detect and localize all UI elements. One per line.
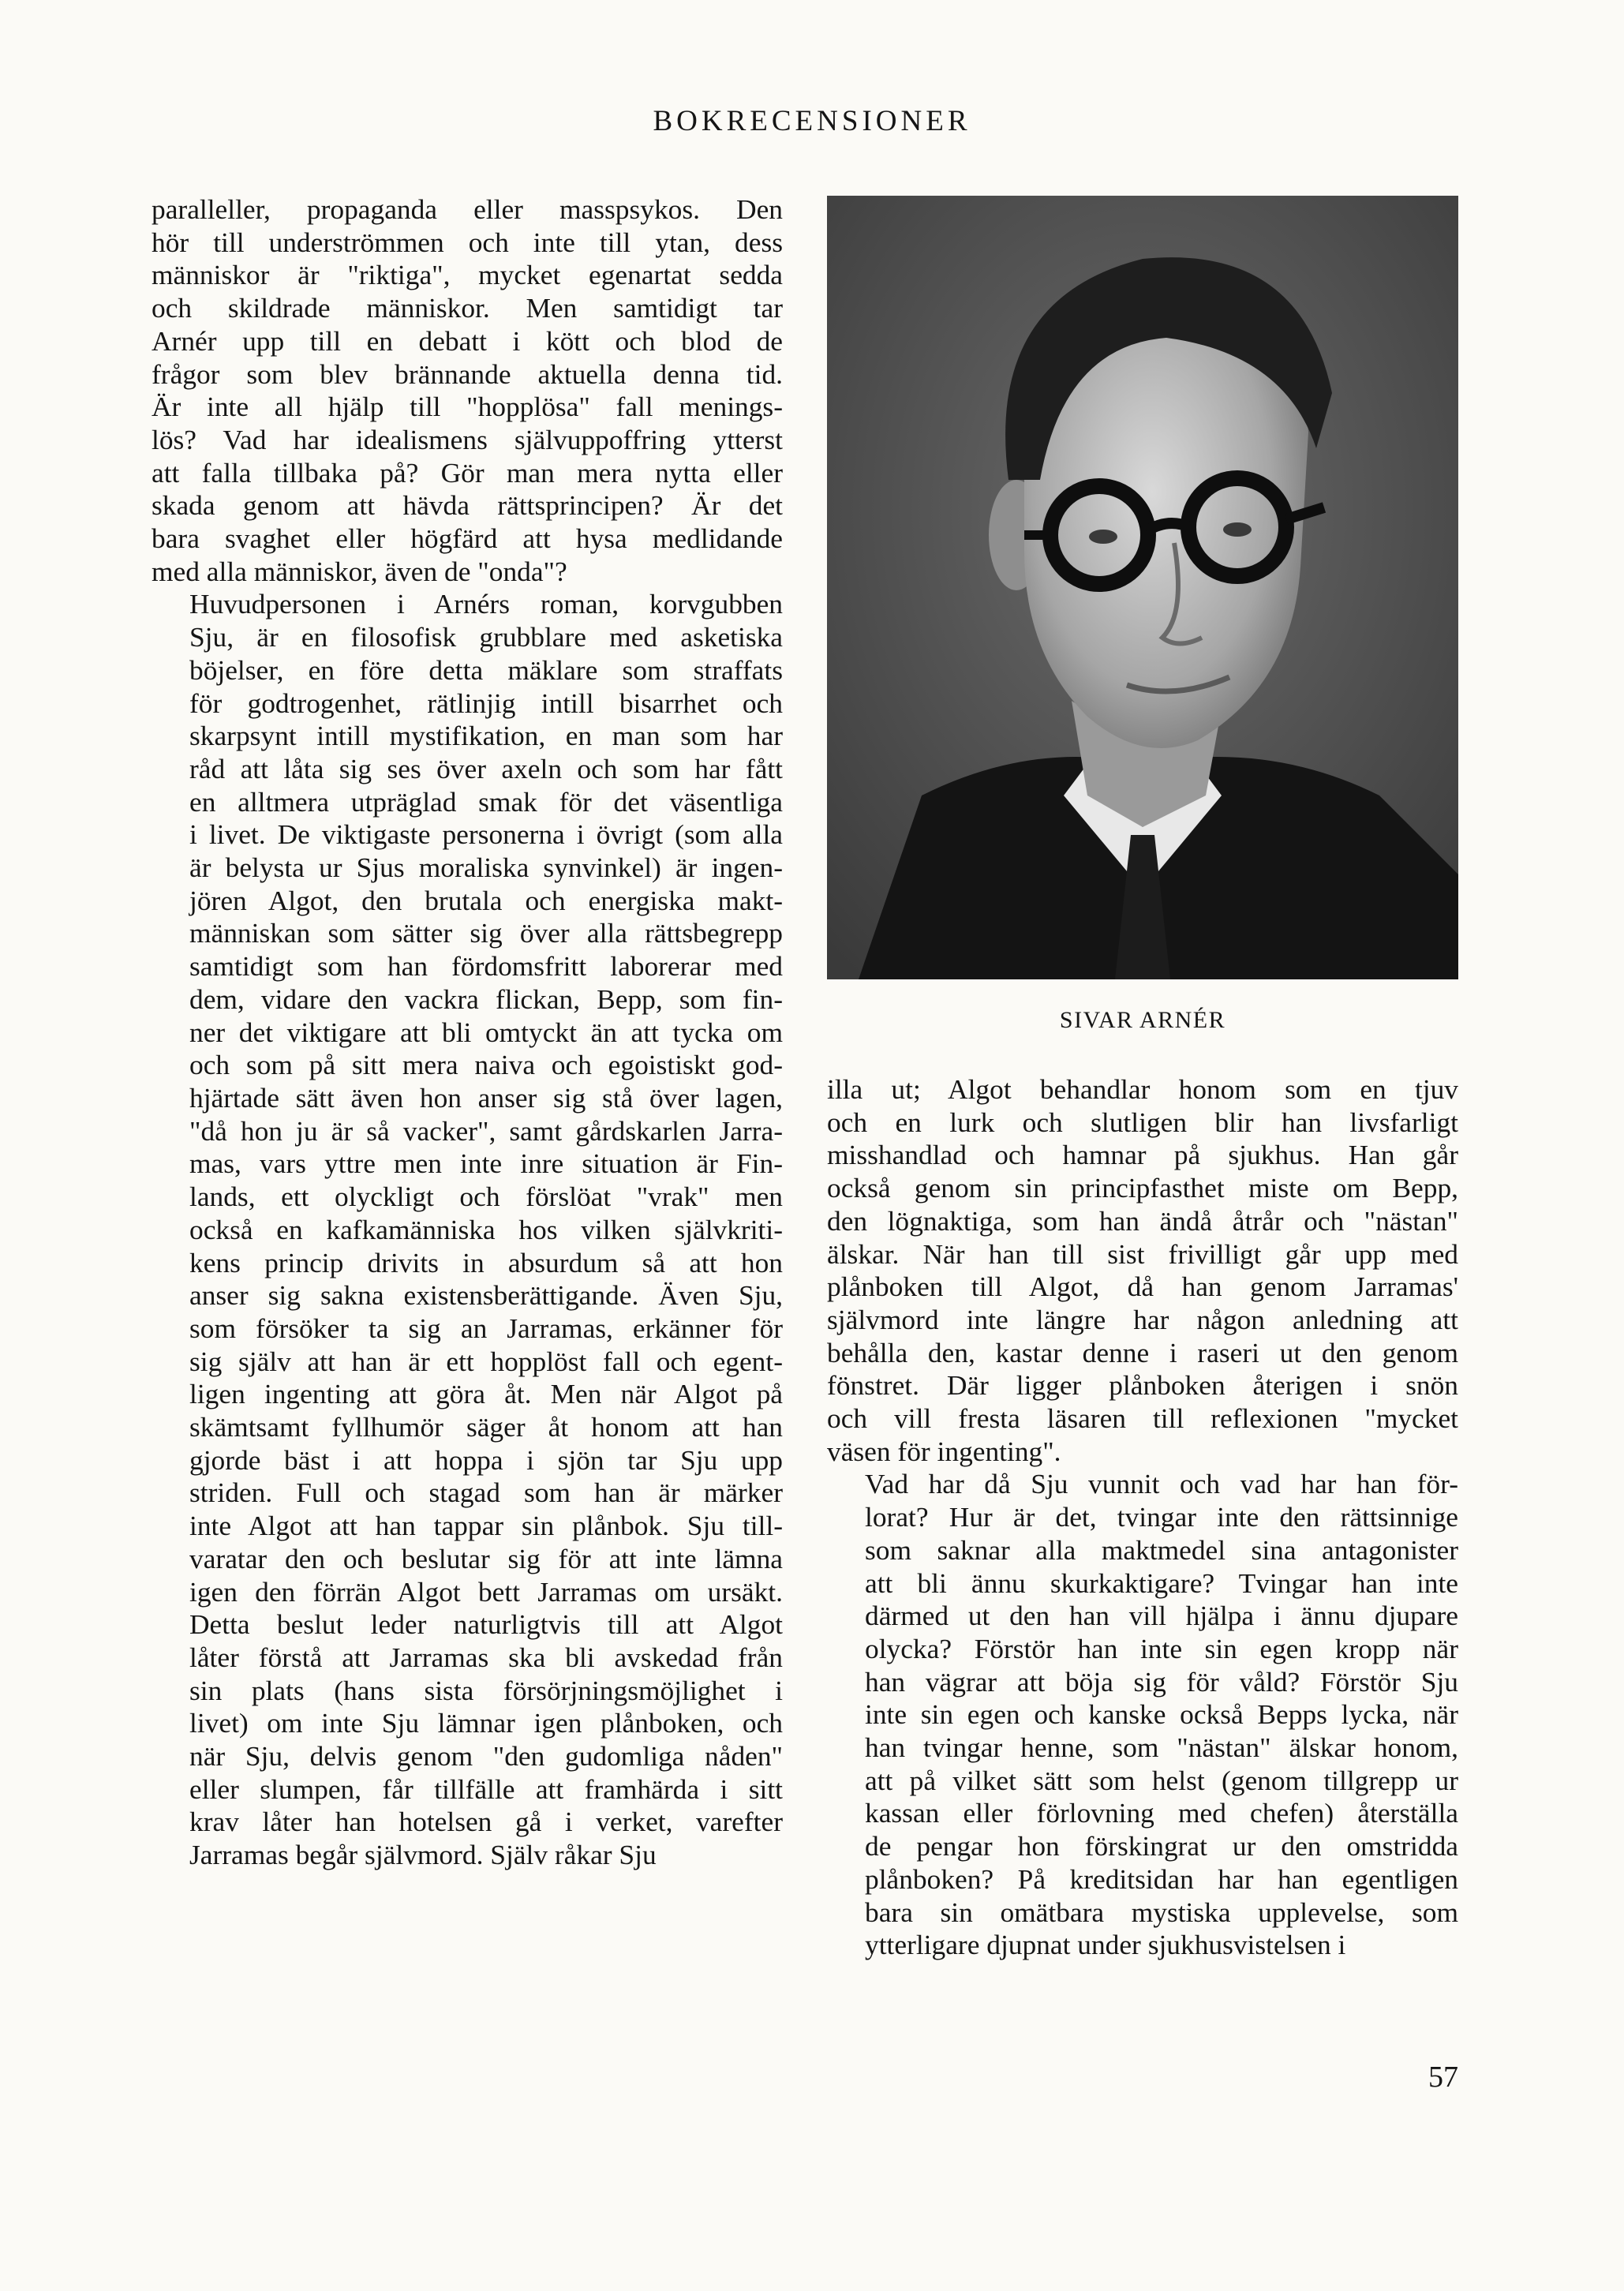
text-line: plånboken till Algot, då han genom Jarramas' [827, 1271, 1458, 1303]
paragraph-4 [827, 1468, 1458, 1962]
text-line: att bli ännu skurkaktigare? Tvingar han inte [865, 1567, 1458, 1599]
text-line: sin plats (hans sista försörjningsmöjlighet i [189, 1674, 783, 1706]
text-line: skada genom att hävda rättsprincipen? Är det [152, 489, 783, 522]
text-line: människor är "riktiga", mycket egenartat sedda [152, 259, 783, 291]
text-line: paralleller, propaganda eller masspsykos. Den [152, 193, 783, 225]
author-portrait [827, 196, 1458, 979]
text-line: jören Algot, den brutala och energiska makt- [189, 884, 783, 916]
text-line: också en kafkamänniska hos vilken självkriti- [189, 1213, 783, 1245]
text-line: lands, ett olyckligt och förslöat "vrak" men [189, 1181, 783, 1213]
text-line: frågor som blev brännande aktuella denna tid. [152, 358, 783, 390]
text-line: därmed ut den han vill hjälpa i ännu djupare [865, 1600, 1458, 1632]
text-line: bara svaghet eller högfärd att hysa medlidande [152, 522, 783, 555]
text-line: dem, vidare den vackra flickan, Bepp, som fin- [189, 983, 783, 1015]
text-line: för godtrogenhet, rätlinjig intill bisarrhet och [189, 687, 783, 719]
text-line: älskar. När han till sist frivilligt går upp med [827, 1237, 1458, 1270]
text-line: skarpsynt intill mystifikation, en man som har [189, 720, 783, 752]
text-line: låter förstå att Jarramas ska bli avskedad från [189, 1641, 783, 1673]
text-line: igen den förrän Algot bett Jarramas om ursäkt. [189, 1575, 783, 1608]
text-line: att på vilket sätt som helst (genom tillgrepp ur [865, 1764, 1458, 1796]
running-header: BOKRECENSIONER [653, 105, 971, 137]
text-line: och vill fresta läsaren till reflexionen "mycket [827, 1402, 1458, 1435]
text-line: människan som sätter sig över alla rättsbegrepp [189, 917, 783, 949]
paragraph-1 [152, 193, 783, 588]
text-line: att falla tillbaka på? Gör man mera nytta eller [152, 456, 783, 489]
right-column [827, 1073, 1458, 1962]
photo-caption: SIVAR ARNÉR [1059, 1007, 1226, 1033]
text-line: och en lurk och slutligen blir han livsfarligt [827, 1106, 1458, 1138]
text-line: inte Algot att han tappar sin plånbok. Sju till- [189, 1510, 783, 1542]
portrait-image [827, 196, 1458, 979]
left-column [152, 193, 783, 1872]
text-line: ytterligare djupnat under sjukhusvistelsen i [865, 1929, 1346, 1961]
text-line: Detta beslut leder naturligtvis till att Algot [189, 1608, 783, 1641]
page-number: 57 [1428, 2061, 1458, 2094]
text-line: krav låter han hotelsen gå i verket, varefter [189, 1806, 783, 1838]
text-line: varatar den och beslutar sig för att inte lämna [189, 1542, 783, 1574]
text-line: inte sin egen och kanske också Bepps lycka, när [865, 1698, 1458, 1731]
text-line: en alltmera utpräglad smak för det väsentliga [189, 785, 783, 818]
text-line: när Sju, delvis genom "den gudomliga nåden" [189, 1740, 783, 1773]
text-line: självmord inte längre har någon anledning att [827, 1303, 1458, 1335]
text-line: livet) om inte Sju lämnar igen plånboken, och [189, 1707, 783, 1739]
text-line: i livet. De viktigaste personerna i övrigt (som alla [189, 818, 783, 851]
text-line: Jarramas begår självmord. Själv råkar Sju [189, 1839, 657, 1871]
text-line: lorat? Hur är det, tvingar inte den rättsinnige [865, 1501, 1458, 1533]
text-line: striden. Full och stagad som han är märker [189, 1477, 783, 1509]
text-line: anser sig sakna existensberättigande. Även Sju, [189, 1279, 783, 1312]
text-line: Vad har då Sju vunnit och vad har han för- [865, 1468, 1458, 1500]
paragraph-3 [827, 1073, 1458, 1468]
text-line: Sju, är en filosofisk grubblare med asketiska [189, 621, 783, 653]
text-line: bara sin omätbara mystiska upplevelse, som [865, 1896, 1458, 1928]
text-line: ligen ingenting att göra åt. Men när Algot på [189, 1378, 783, 1410]
text-line: misshandlad och hamnar på sjukhus. Han går [827, 1139, 1458, 1171]
text-line: hör till underströmmen och inte till ytan, dess [152, 226, 783, 258]
text-line: skämtsamt fyllhumör säger åt honom att han [189, 1411, 783, 1443]
text-line: "då hon ju är så vacker", samt gårdskarlen Jarra- [189, 1114, 783, 1147]
text-line: böjelser, en före detta mäklare som straffats [189, 653, 783, 686]
text-line: kens princip drivits in absurdum så att hon [189, 1246, 783, 1278]
text-line: illa ut; Algot behandlar honom som en tjuv [827, 1073, 1458, 1105]
text-line: sig själv att han är ett hopplöst fall och egent- [189, 1345, 783, 1377]
text-line: med alla människor, även de "onda"? [152, 555, 567, 587]
text-line: som försöker ta sig an Jarramas, erkänner för [189, 1312, 783, 1344]
text-line: han vägrar att böja sig för våld? Förstör Sju [865, 1665, 1458, 1698]
text-line: också genom sin principfasthet miste om Bepp, [827, 1172, 1458, 1204]
text-line: väsen för ingenting". [827, 1435, 1061, 1467]
text-line: behålla den, kastar denne i raseri ut den genom [827, 1336, 1458, 1368]
paragraph-2 [152, 588, 783, 1871]
text-line: hjärtade sätt även hon anser sig stå över lagen, [189, 1081, 783, 1114]
text-line: eller slumpen, får tillfälle att framhärda i sitt [189, 1773, 783, 1805]
text-line: är belysta ur Sjus moraliska synvinkel) är ingen- [189, 852, 783, 884]
text-line: han tvingar henne, som "nästan" älskar honom, [865, 1731, 1458, 1764]
text-line: olycka? Förstör han inte sin egen kropp när [865, 1632, 1458, 1664]
text-line: plånboken? På kreditsidan har han egentligen [865, 1862, 1458, 1895]
text-line: som saknar alla maktmedel sina antagonister [865, 1533, 1458, 1566]
text-line: Arnér upp till en debatt i kött och blod de [152, 324, 783, 357]
text-line: mas, vars yttre men inte inre situation är Fin- [189, 1147, 783, 1180]
text-line: lös? Vad har idealismens självuppoffring ytterst [152, 423, 783, 455]
text-line: råd att låta sig ses över axeln och som har fått [189, 752, 783, 784]
text-line: och skildrade människor. Men samtidigt tar [152, 292, 783, 324]
text-line: de pengar hon förskingrat ur den omstridda [865, 1830, 1458, 1862]
text-line: samtidigt som han fördomsfritt laborerar med [189, 950, 783, 983]
text-line: den lögnaktiga, som han ändå åtrår och "nästan" [827, 1204, 1458, 1237]
text-line: och som på sitt mera naiva och egoistiskt god- [189, 1049, 783, 1081]
text-line: kassan eller förlovning med chefen) återställa [865, 1797, 1458, 1829]
text-line: fönstret. Där ligger plånboken återigen i snön [827, 1369, 1458, 1402]
text-line: Är inte all hjälp till "hopplösa" fall menings- [152, 391, 783, 423]
text-line: ner det viktigare att bli omtyckt än att tycka om [189, 1016, 783, 1048]
text-line: gjorde bäst i att hoppa i sjön tar Sju upp [189, 1443, 783, 1476]
text-line: Huvudpersonen i Arnérs roman, korvgubben [189, 588, 783, 620]
